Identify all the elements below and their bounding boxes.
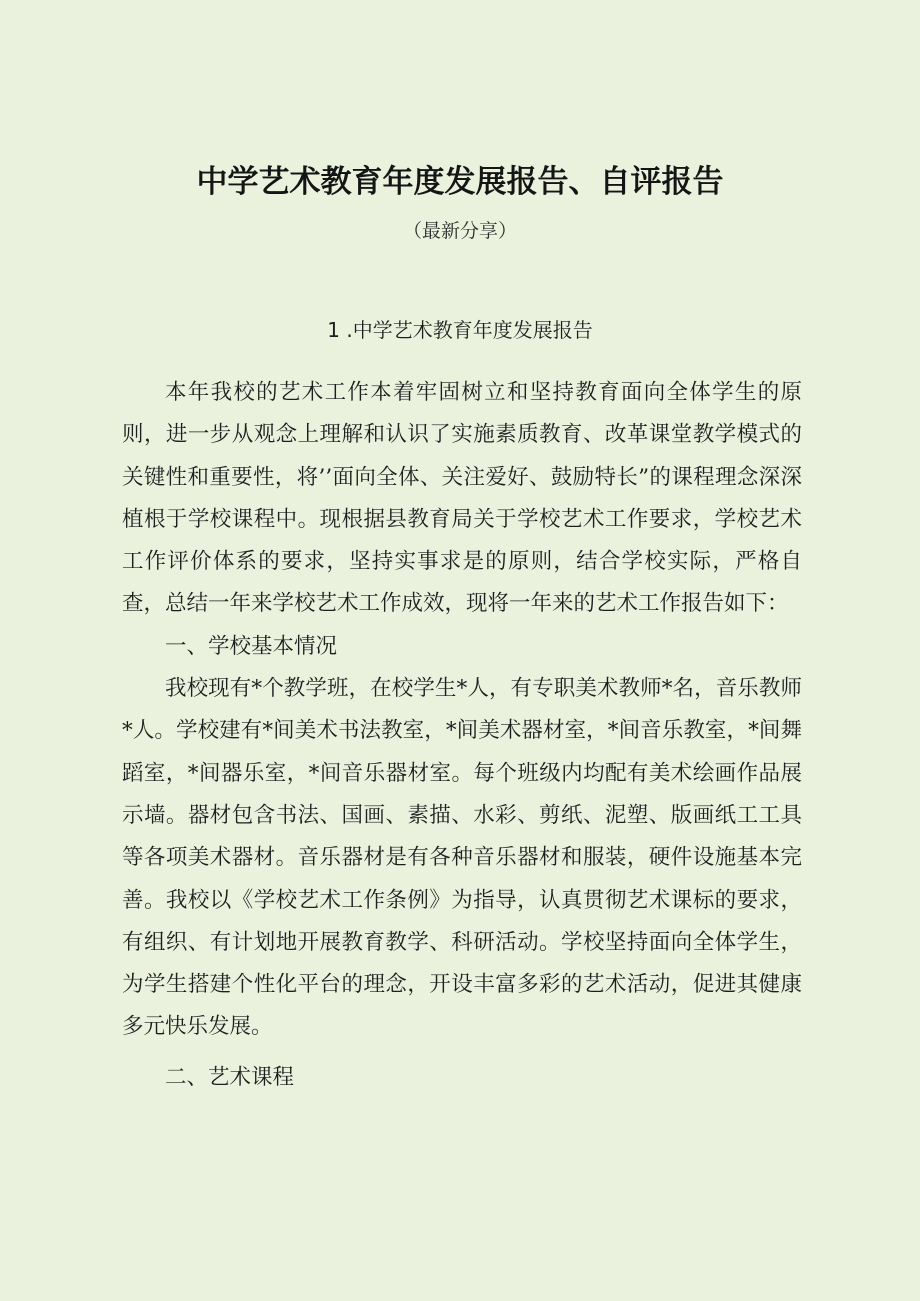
heading-art-curriculum: 二、艺术课程 (165, 1064, 295, 1090)
document-title: 中学艺术教育年度发展报告、自评报告 (196, 164, 724, 200)
basic-info-paragraph: 我校现有*个教学班，在校学生*人，有专职美术教师*名，音乐教师*人。学校建有*间美术书法教室，*间美术器材室，*间音乐教室，*间舞蹈室，*间器乐室，*间音乐器材室。每个班级内均配有美术绘画作品展示墙。器材包含书法、国画、素描、水彩、剪纸、泥塑、版画纸工工具等各项美术器材。音乐器材是有各种音乐器材和服装，硬件设施基本完善。我校以《学校艺术工作条例》为指导，认真贯彻艺术课标的要求，有组织、有计划地开展教育教学、科研活动。学校坚持面向全体学生，为学生搭建个性化平台的理念，开设丰富多彩的艺术活动，促进其健康多元快乐发展。 (122, 676, 802, 1040)
document-subtitle: （最新分享） (402, 220, 517, 242)
section-title: 1 .中学艺术教育年度发展报告 (327, 318, 593, 342)
heading-basic-info: 一、学校基本情况 (165, 633, 338, 659)
body-text (122, 372, 802, 1099)
intro-paragraph: 本年我校的艺术工作本着牢固树立和坚持教育面向全体学生的原则，进一步从观念上理解和认识了实施素质教育、改革课堂教学模式的关键性和重要性，将’’面向全体、关注爱好、鼓励特长”的课程理念深深植根于学校课程中。现根据县教育局关于学校艺术工作要求，学校艺术工作评价体系的要求，坚持实事求是的原则，结合学校实际，严格自查，总结一年来学校艺术工作成效，现将一年来的艺术工作报告如下： (122, 380, 802, 617)
